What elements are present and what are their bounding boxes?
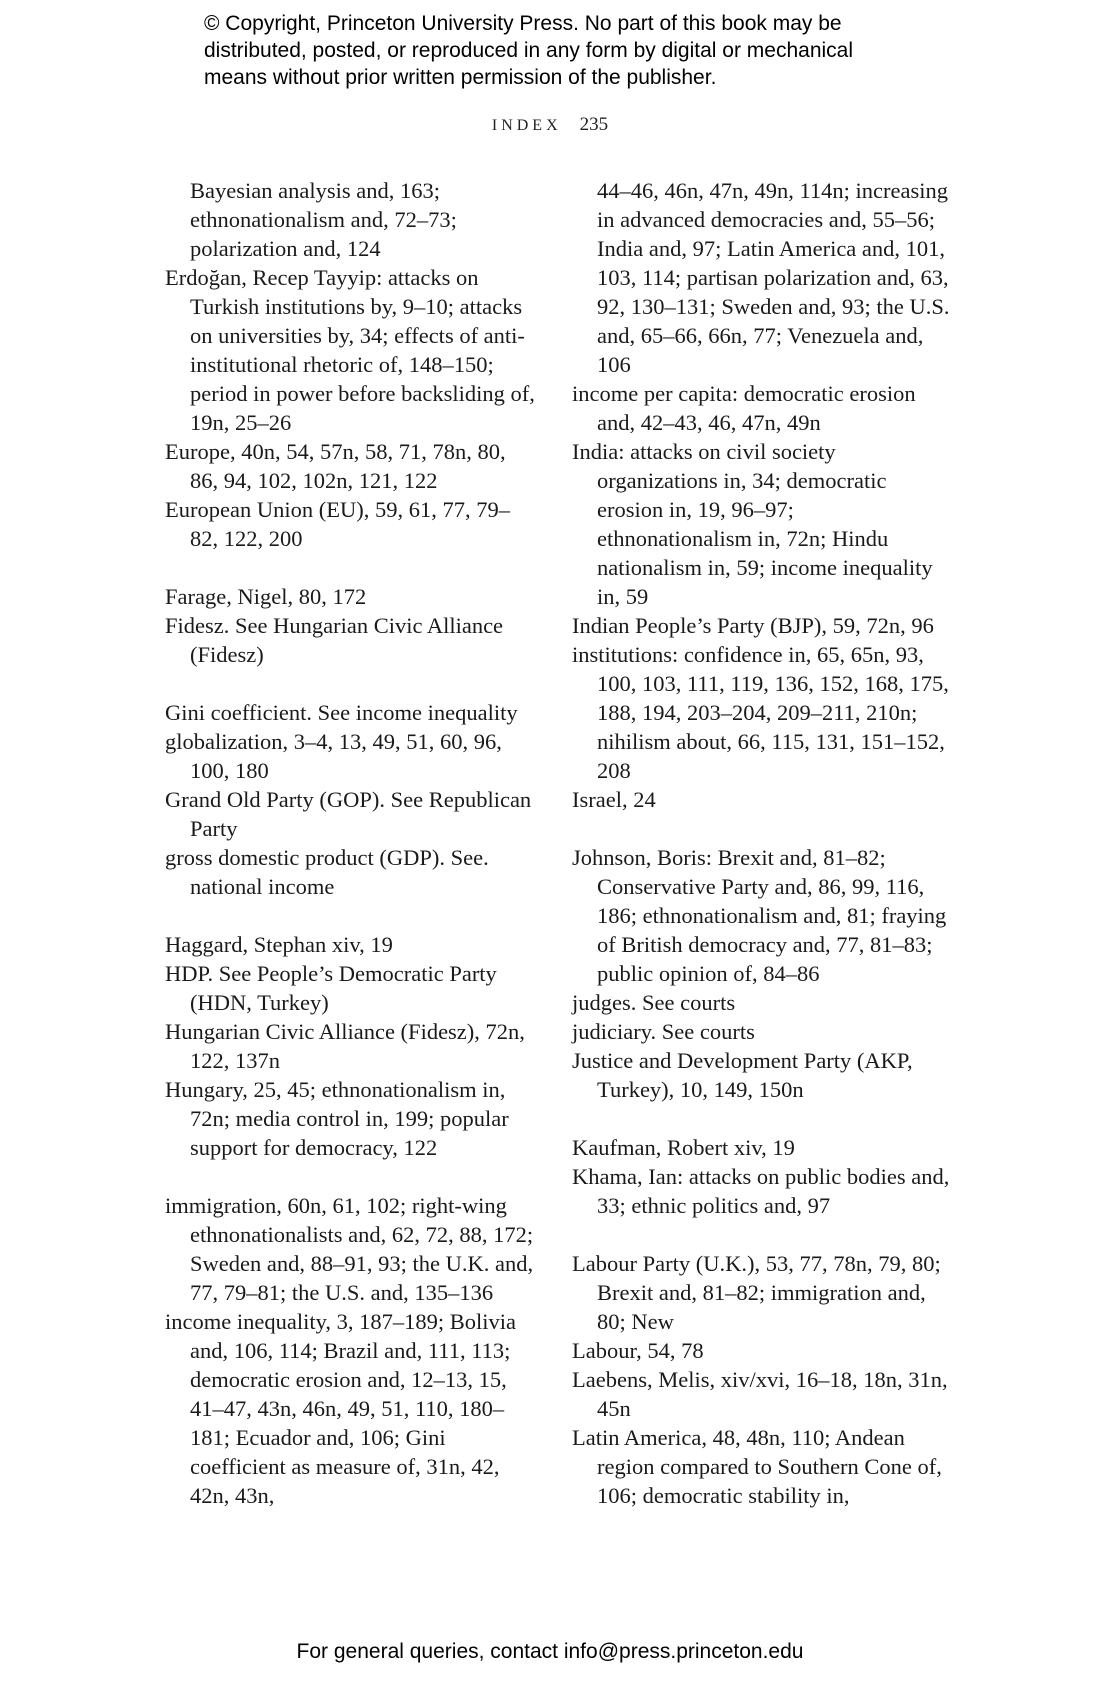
index-entry: India: attacks on civil society organizations in, 34; democratic erosion in, 19, 96–97; ethnonationalism in, 72n; Hindu nationalism in, 59; income inequality in, 59 <box>572 439 933 609</box>
index-entry: Khama, Ian: attacks on public bodies and, 33; ethnic politics and, 97 <box>572 1164 950 1218</box>
copyright-notice <box>204 10 964 91</box>
index-entry: Justice and Development Party (AKP, Turkey), 10, 149, 150n <box>572 1048 913 1102</box>
index-entry: Labour Party (U.K.), 53, 77, 78n, 79, 80; Brexit and, 81–82; immigration and, 80; New <box>572 1251 941 1334</box>
index-entry: income per capita: democratic erosion and, 42–43, 46, 47n, 49n <box>572 381 916 435</box>
section-gap <box>572 1104 952 1133</box>
index-entry: Indian People’s Party (BJP), 59, 72n, 96 <box>572 613 934 638</box>
index-entry: European Union (EU), 59, 61, 77, 79–82, 122, 200 <box>165 497 510 551</box>
index-entry: Laebens, Melis, xiv/xvi, 16–18, 18n, 31n, 45n <box>572 1367 948 1421</box>
index-entry: Europe, 40n, 54, 57n, 58, 71, 78n, 80, 86, 94, 102, 102n, 121, 122 <box>165 439 506 493</box>
index-entry: Bayesian analysis and, 163; ethnonationalism and, 72–73; polarization and, 124 <box>190 178 457 261</box>
index-entry: Israel, 24 <box>572 787 656 812</box>
index-entry: judges. See courts <box>572 990 736 1015</box>
index-entry: Labour, 54, 78 <box>572 1338 704 1363</box>
index-entry: 44–46, 46n, 47n, 49n, 114n; increasing in advanced democracies and, 55–56; India and, 97; Latin America and, 101, 103, 114; partisan polarization and, 63, 92, 130–131; Sweden and, 93; the U.S. and, 65–66, 66n, 77; Venezuela and, 106 <box>597 178 950 377</box>
section-gap <box>572 814 952 843</box>
index-entry: Gini coefficient. See income inequality <box>165 700 518 725</box>
section-gap <box>572 1220 952 1249</box>
index-entry: Hungarian Civic Alliance (Fidesz), 72n, 122, 137n <box>165 1019 525 1073</box>
section-gap <box>165 1162 535 1191</box>
copyright-line: distributed, posted, or reproduced in any form by digital or mechanical <box>204 39 854 62</box>
index-entry: Kaufman, Robert xiv, 19 <box>572 1135 795 1160</box>
index-entry: immigration, 60n, 61, 102; right-wing ethnonationalists and, 62, 72, 88, 172; Sweden and, 88–91, 93; the U.K. and, 77, 79–81; the U.S. and, 135–136 <box>165 1193 534 1305</box>
copyright-line: means without prior written permission of the publisher. <box>204 66 717 89</box>
index-entry: Farage, Nigel, 80, 172 <box>165 584 367 609</box>
index-entry: judiciary. See courts <box>572 1019 755 1044</box>
index-entry: institutions: confidence in, 65, 65n, 93, 100, 103, 111, 119, 136, 152, 168, 175, 188, 194, 203–204, 209–211, 210n; nihilism about, 66, 115, 131, 151–152, 208 <box>572 642 949 783</box>
footer-contact: For general queries, contact info@press.princeton.edu <box>296 1640 804 1663</box>
index-entry: Latin America, 48, 48n, 110; Andean region compared to Southern Cone of, 106; democratic stability in, <box>572 1425 942 1508</box>
index-entry: Fidesz. See Hungarian Civic Alliance (Fidesz) <box>165 613 504 667</box>
index-entry: income inequality, 3, 187–189; Bolivia and, 106, 114; Brazil and, 111, 113; democratic erosion and, 12–13, 15, 41–47, 43n, 46n, 49, 51, 110, 180–181; Ecuador and, 106; Gini coefficient as measure of, 31n, 42, 42n, 43n, <box>165 1309 516 1508</box>
index-entry: Hungary, 25, 45; ethnonationalism in, 72n; media control in, 199; popular support for democracy, 122 <box>165 1077 509 1160</box>
index-entry: HDP. See People’s Democratic Party (HDN, Turkey) <box>165 961 497 1015</box>
section-gap <box>165 669 535 698</box>
index-entry: gross domestic product (GDP). See. national income <box>165 845 489 899</box>
index-entry: globalization, 3–4, 13, 49, 51, 60, 96, 100, 180 <box>165 729 502 783</box>
index-column-left <box>165 176 535 1510</box>
index-entry: Erdoğan, Recep Tayyip: attacks on Turkish institutions by, 9–10; attacks on universities by, 34; effects of anti-institutional rhetoric of, 148–150; period in power before backsliding of, 19n, 25–26 <box>165 265 535 435</box>
index-entry: Grand Old Party (GOP). See Republican Party <box>165 787 532 841</box>
section-gap <box>165 901 535 930</box>
index-entry: Haggard, Stephan xiv, 19 <box>165 932 393 957</box>
index-entry: Johnson, Boris: Brexit and, 81–82; Conservative Party and, 86, 99, 116, 186; ethnonationalism and, 81; fraying of British democracy and, 77, 81–83; public opinion of, 84–86 <box>572 845 947 986</box>
running-head <box>0 114 1100 136</box>
page-number: 235 <box>579 114 609 135</box>
running-head-title: INDEX <box>491 117 562 134</box>
copyright-line: © Copyright, Princeton University Press. No part of this book may be <box>204 12 842 35</box>
section-gap <box>165 553 535 582</box>
index-column-right <box>572 176 952 1510</box>
